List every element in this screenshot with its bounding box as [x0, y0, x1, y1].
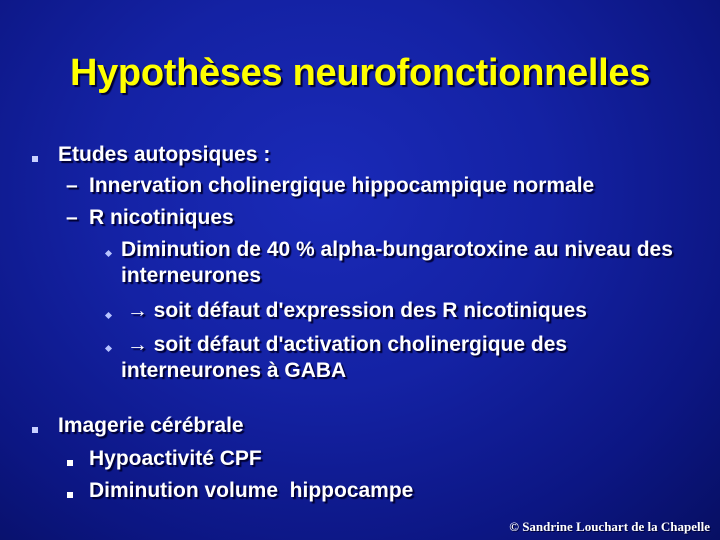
- copyright-notice: © Sandrine Louchart de la Chapelle: [509, 519, 710, 534]
- subitem-activation-defect: → soit défaut d'activation cholinergique des interneurones à GABA: [121, 333, 573, 382]
- item-hippocampus-volume: Diminution volume hippocampe: [89, 479, 414, 502]
- square-bullet-icon: [32, 156, 38, 162]
- square-bullet-icon: [32, 427, 38, 433]
- subitem-bungarotoxin: Diminution de 40 % alpha-bungarotoxine au niveau des interneurones: [121, 238, 673, 287]
- diamond-bullet-icon: [105, 312, 112, 319]
- square-bullet-icon: [67, 492, 73, 498]
- diamond-bullet-icon: [105, 345, 112, 352]
- item-cholinergic-innervation: Innervation cholinergique hippocampique normale: [89, 174, 595, 197]
- square-bullet-icon: [67, 460, 73, 466]
- item-nicotinic-receptors: R nicotiniques: [89, 206, 234, 229]
- dash-bullet-icon: –: [66, 206, 78, 229]
- diamond-bullet-icon: [105, 250, 112, 257]
- section-heading-autopsy: Etudes autopsiques :: [58, 143, 271, 166]
- section-heading-imaging: Imagerie cérébrale: [58, 414, 244, 437]
- subitem-expression-defect: → soit défaut d'expression des R nicotiniques: [121, 299, 587, 322]
- slide-title: Hypothèses neurofonctionnelles: [69, 52, 651, 94]
- item-hypoactivity-cpf: Hypoactivité CPF: [89, 447, 262, 470]
- dash-bullet-icon: –: [66, 174, 78, 197]
